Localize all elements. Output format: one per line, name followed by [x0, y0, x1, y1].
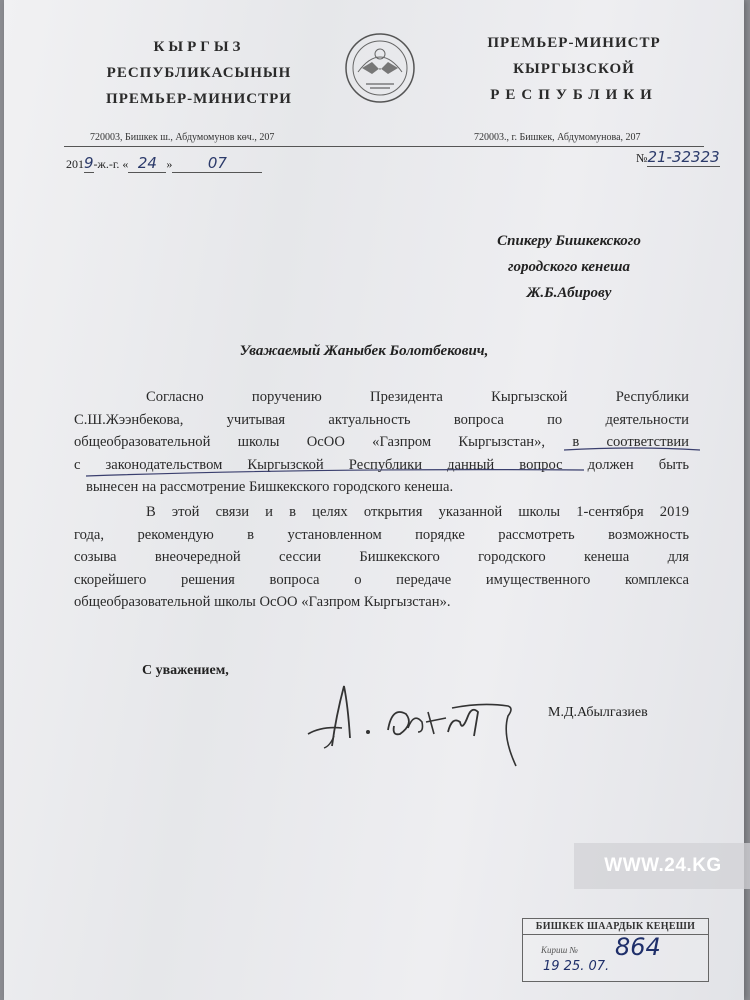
document-number-label: №	[636, 151, 648, 165]
paragraph-line: общеобразовательной школы ОсОО «Газпром Кыргызстан», в соответствии	[74, 434, 689, 450]
state-emblem-icon	[344, 32, 416, 104]
paragraph-2	[74, 501, 689, 614]
closing: С уважением,	[142, 663, 229, 678]
letter-page	[4, 0, 744, 1000]
stamp-number: 864	[615, 933, 661, 961]
header-left-line: ПРЕМЬЕР-МИНИСТРИ	[106, 91, 292, 107]
addressee-block	[444, 228, 694, 306]
header-rule	[64, 146, 704, 147]
date-line	[66, 154, 262, 173]
address-right: 720003., г. Бишкек, Абдумомунова, 207	[474, 132, 641, 143]
date-month: 07	[172, 154, 262, 173]
paragraph-line: года, рекомендую в установленном порядке рассмотреть возможность	[74, 526, 689, 543]
stamp-title: БИШКЕК ШААРДЫК КЕҢЕШИ	[523, 921, 708, 935]
addressee-line: Спикеру Бишкекского	[497, 233, 641, 249]
header-right-line: ПРЕМЬЕР-МИНИСТР	[487, 35, 661, 51]
salutation: Уважаемый Жаныбек Болотбекович,	[239, 343, 489, 359]
header-left-line: КЫРГЫЗ	[153, 39, 245, 55]
date-year-digit: 9	[84, 154, 94, 172]
paragraph-line: общеобразовательной школы ОсОО «Газпром Кыргызстан».	[74, 594, 451, 610]
paragraph-line: вынесен на рассмотрение Бишкекского городского кенеша.	[86, 479, 454, 495]
date-close: »	[166, 157, 173, 171]
date-year-prefix: 201	[66, 157, 84, 171]
addressee-line: городского кенеша	[507, 259, 631, 275]
address-left: 720003, Бишкек ш., Абдумомунов көч., 207	[90, 132, 275, 143]
date-middle: -ж.-г. «	[93, 157, 129, 171]
paragraph-line: созыва внеочередной сессии Бишкекского городского кенеша для	[74, 549, 689, 565]
handwritten-signature	[302, 676, 532, 776]
signer-name: М.Д.Абылгазиев	[548, 705, 648, 720]
date-day: 24	[128, 154, 166, 173]
header-left-line: РЕСПУБЛИКАСЫНЫН	[106, 65, 292, 81]
header-right	[444, 30, 704, 108]
header-right-line: РЕСПУБЛИКИ	[490, 87, 658, 103]
stamp-label: Кириш №	[541, 945, 579, 955]
document-number-value: 21-32323	[647, 148, 720, 166]
addressee-line: Ж.Б.Абирову	[526, 285, 612, 301]
paragraph-line: скорейшего решения вопроса о передаче имущественного комплекса	[74, 571, 689, 588]
paragraph-line: Согласно поручению Президента Кыргызской Республики	[146, 389, 689, 405]
document-number	[636, 148, 720, 166]
site-watermark: WWW.24.KG	[574, 843, 750, 889]
paragraph-line: с законодательством Кыргызской Республики данный вопрос должен быть	[74, 456, 689, 473]
pen-underline	[64, 428, 704, 488]
header-right-line: КЫРГЫЗСКОЙ	[513, 61, 635, 77]
paragraph-line: С.Ш.Жээнбекова, учитывая актуальность вопроса по деятельности	[74, 411, 689, 428]
stamp-date: 19 25. 07.	[543, 959, 610, 974]
header-left	[74, 34, 324, 112]
paragraph-line: В этой связи и в целях открытия указанной школы 1-сентября 2019	[146, 504, 689, 520]
registration-stamp	[522, 918, 709, 982]
